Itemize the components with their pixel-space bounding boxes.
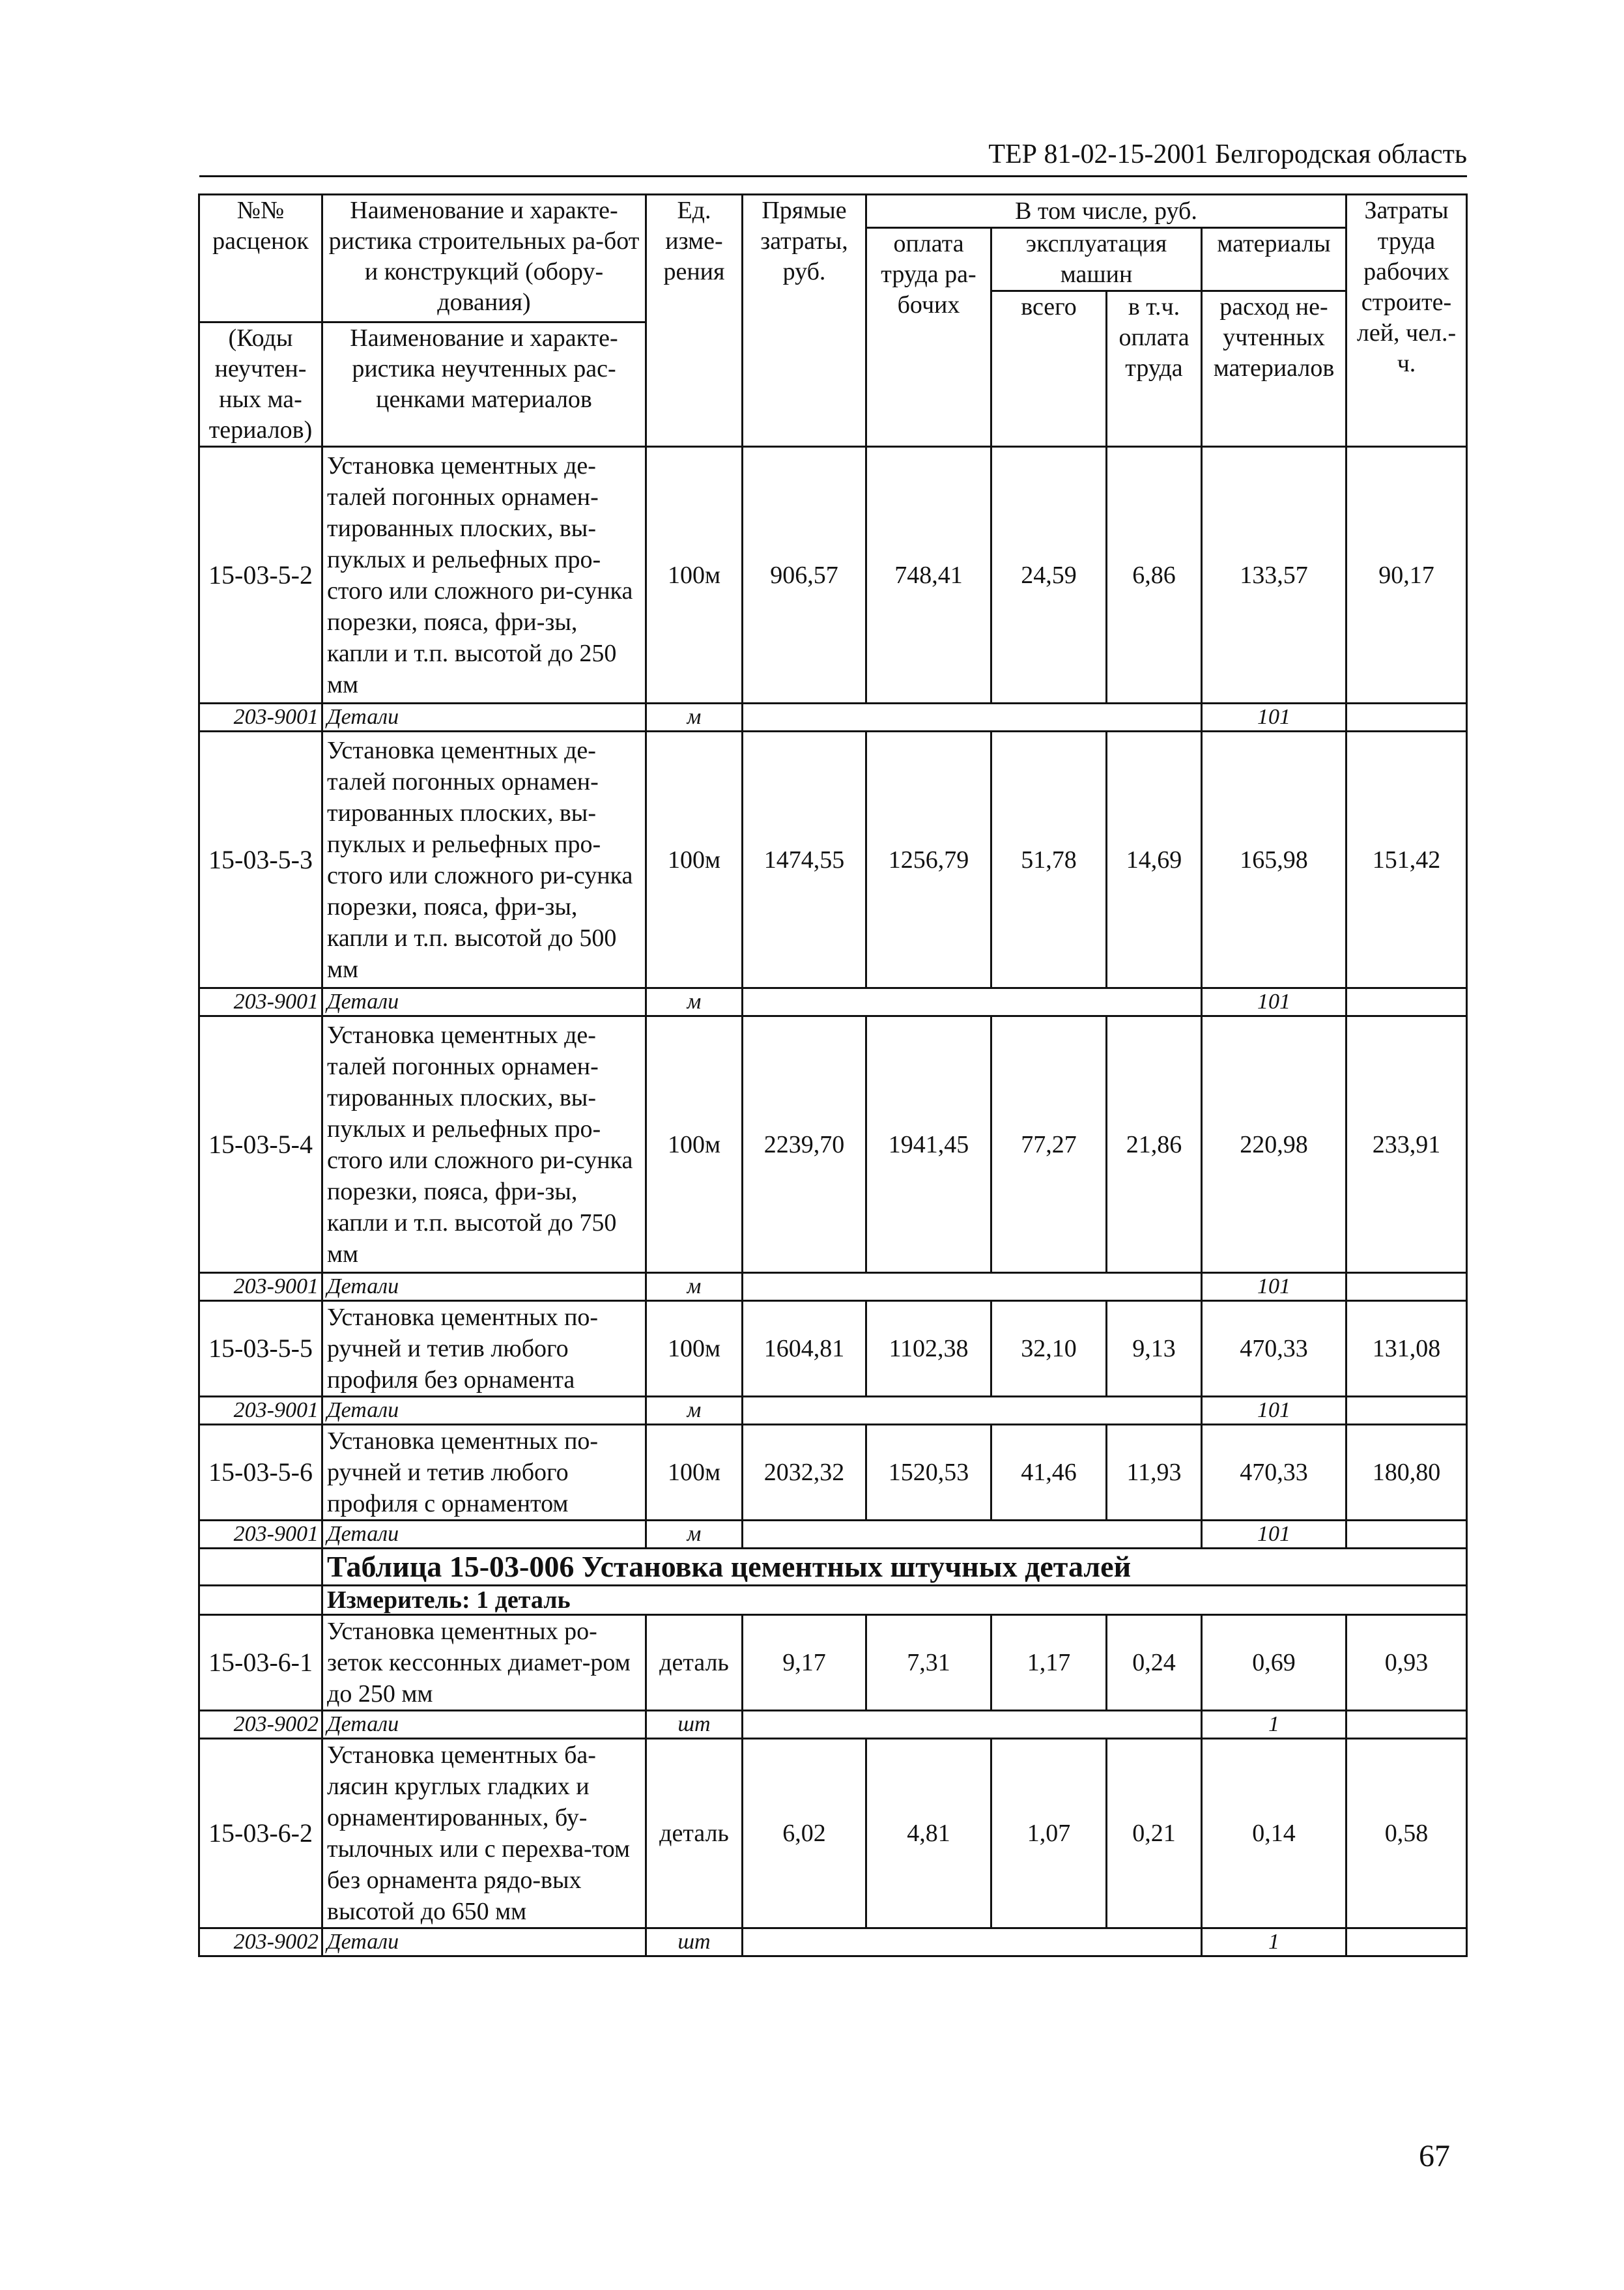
header-machines: эксплуатация машин (991, 228, 1202, 291)
rate-direct-cost: 6,02 (743, 1739, 866, 1928)
material-unit: м (646, 1397, 743, 1425)
rate-name: Установка цементных по-ручней и тетив любого профиля с орнаментом (322, 1425, 646, 1521)
rate-code: 15-03-5-3 (199, 732, 322, 988)
rate-labor-hours: 131,08 (1346, 1301, 1467, 1397)
material-name: Детали (322, 1521, 646, 1549)
rate-unit: 100м (646, 447, 743, 704)
rate-materials: 0,14 (1202, 1739, 1346, 1928)
rate-unit: 100м (646, 1016, 743, 1273)
material-unit: шт (646, 1928, 743, 1956)
rate-machines-total: 32,10 (991, 1301, 1107, 1397)
rate-code: 15-03-5-5 (199, 1301, 322, 1397)
rate-machines-labor: 14,69 (1107, 732, 1202, 988)
material-name: Детали (322, 1397, 646, 1425)
rate-machines-total: 1,17 (991, 1615, 1107, 1711)
rate-machines-total: 77,27 (991, 1016, 1107, 1273)
material-blank-last (1346, 1711, 1467, 1739)
header-name-unacc: Наименование и характе-ристика неучтенных рас-ценками материалов (322, 322, 646, 447)
header-machines-incl: в т.ч. оплата труда (1107, 291, 1202, 447)
rate-name: Установка цементных де-талей погонных орнамен-тированных плоских, вы-пуклых и рельефных про-стого или сложного ри-сунка порезки, пояса, фри-зы, капли и т.п. высотой до 500 мм (322, 732, 646, 988)
rate-machines-labor: 6,86 (1107, 447, 1202, 704)
rate-labor-pay: 748,41 (866, 447, 991, 704)
table-row (199, 732, 1467, 988)
rate-direct-cost: 2032,32 (743, 1425, 866, 1521)
page-header (199, 134, 1467, 177)
material-name: Детали (322, 988, 646, 1016)
material-code: 203-9001 (199, 988, 322, 1016)
measure-label: Измеритель: 1 деталь (322, 1586, 1467, 1615)
material-blank (743, 988, 1202, 1016)
rate-code: 15-03-6-1 (199, 1615, 322, 1711)
rate-direct-cost: 1604,81 (743, 1301, 866, 1397)
rate-unit: деталь (646, 1739, 743, 1928)
material-blank-last (1346, 1273, 1467, 1301)
rate-materials: 470,33 (1202, 1425, 1346, 1521)
material-blank (743, 1521, 1202, 1549)
material-qty: 101 (1202, 1521, 1346, 1549)
rate-materials: 0,69 (1202, 1615, 1346, 1711)
header-labor-pay: оплата труда ра-бочих (866, 228, 991, 447)
material-row (199, 1928, 1467, 1956)
material-code: 203-9002 (199, 1928, 322, 1956)
material-name: Детали (322, 1273, 646, 1301)
rate-machines-labor: 0,21 (1107, 1739, 1202, 1928)
header-row-1 (199, 195, 1467, 228)
material-blank (743, 1711, 1202, 1739)
material-row (199, 1397, 1467, 1425)
header-code-unacc: (Коды неучтен-ных ма-териалов) (199, 322, 322, 447)
rate-code: 15-03-5-2 (199, 447, 322, 704)
rate-materials: 165,98 (1202, 732, 1346, 988)
table-row (199, 1615, 1467, 1711)
material-code: 203-9001 (199, 704, 322, 732)
table-row (199, 1301, 1467, 1397)
header-materials: материалы (1202, 228, 1346, 291)
rate-unit: деталь (646, 1615, 743, 1711)
material-unit: м (646, 988, 743, 1016)
material-unit: м (646, 1273, 743, 1301)
material-unit: м (646, 1521, 743, 1549)
table-title-row (199, 1549, 1467, 1586)
rate-labor-hours: 180,80 (1346, 1425, 1467, 1521)
rate-name: Установка цементных де-талей погонных орнамен-тированных плоских, вы-пуклых и рельефных про-стого или сложного ри-сунка порезки, пояса, фри-зы, капли и т.п. высотой до 750 мм (322, 1016, 646, 1273)
rate-materials: 220,98 (1202, 1016, 1346, 1273)
material-blank (743, 1273, 1202, 1301)
header-unit: Ед. изме-рения (646, 195, 743, 447)
header-materials-unacc: расход не-учтенных материалов (1202, 291, 1346, 447)
material-blank (743, 1928, 1202, 1956)
document-title: ТЕР 81-02-15-2001 Белгородская область (988, 139, 1467, 169)
material-code: 203-9001 (199, 1397, 322, 1425)
rate-direct-cost: 9,17 (743, 1615, 866, 1711)
rate-machines-labor: 11,93 (1107, 1425, 1202, 1521)
rate-code: 15-03-5-6 (199, 1425, 322, 1521)
rate-machines-total: 51,78 (991, 732, 1107, 988)
rate-labor-hours: 0,58 (1346, 1739, 1467, 1928)
header-labor-cost: Затраты труда рабочих строите-лей, чел.-ч. (1346, 195, 1467, 447)
material-name: Детали (322, 1711, 646, 1739)
rate-direct-cost: 2239,70 (743, 1016, 866, 1273)
rate-machines-total: 41,46 (991, 1425, 1107, 1521)
material-code: 203-9002 (199, 1711, 322, 1739)
table-title: Таблица 15-03-006 Установка цементных штучных деталей (322, 1549, 1467, 1586)
rate-labor-pay: 1941,45 (866, 1016, 991, 1273)
material-qty: 101 (1202, 1273, 1346, 1301)
rate-machines-labor: 9,13 (1107, 1301, 1202, 1397)
material-code: 203-9001 (199, 1273, 322, 1301)
material-blank-last (1346, 1521, 1467, 1549)
rate-labor-hours: 151,42 (1346, 732, 1467, 988)
page-number: 67 (1419, 2139, 1450, 2173)
measure-row (199, 1586, 1467, 1615)
header-code: №№ расценок (199, 195, 322, 322)
rate-machines-total: 24,59 (991, 447, 1107, 704)
material-row (199, 1273, 1467, 1301)
material-blank-last (1346, 704, 1467, 732)
header-name: Наименование и характе-ристика строительных ра-бот и конструкций (обору-дования) (322, 195, 646, 322)
rate-labor-pay: 1520,53 (866, 1425, 991, 1521)
material-row (199, 1711, 1467, 1739)
header-direct: Прямые затраты, руб. (743, 195, 866, 447)
rate-name: Установка цементных ро-зеток кессонных диамет-ром до 250 мм (322, 1615, 646, 1711)
rate-direct-cost: 906,57 (743, 447, 866, 704)
material-name: Детали (322, 704, 646, 732)
material-row (199, 1521, 1467, 1549)
material-blank (743, 1397, 1202, 1425)
table-row (199, 447, 1467, 704)
material-qty: 101 (1202, 704, 1346, 732)
rate-direct-cost: 1474,55 (743, 732, 866, 988)
rate-code: 15-03-6-2 (199, 1739, 322, 1928)
material-unit: шт (646, 1711, 743, 1739)
header-machines-total: всего (991, 291, 1107, 447)
rate-name: Установка цементных де-талей погонных орнамен-тированных плоских, вы-пуклых и рельефных про-стого или сложного ри-сунка порезки, пояса, фри-зы, капли и т.п. высотой до 250 мм (322, 447, 646, 704)
rate-materials: 470,33 (1202, 1301, 1346, 1397)
material-qty: 101 (1202, 1397, 1346, 1425)
rate-unit: 100м (646, 1301, 743, 1397)
rate-machines-total: 1,07 (991, 1739, 1107, 1928)
rate-code: 15-03-5-4 (199, 1016, 322, 1273)
material-qty: 1 (1202, 1711, 1346, 1739)
rate-labor-pay: 1102,38 (866, 1301, 991, 1397)
material-qty: 1 (1202, 1928, 1346, 1956)
rate-machines-labor: 21,86 (1107, 1016, 1202, 1273)
material-row (199, 988, 1467, 1016)
measure-blank (199, 1586, 322, 1615)
material-row (199, 704, 1467, 732)
material-code: 203-9001 (199, 1521, 322, 1549)
rates-table (198, 193, 1468, 1957)
header-group: В том числе, руб. (866, 195, 1346, 228)
rate-unit: 100м (646, 732, 743, 988)
rate-labor-hours: 0,93 (1346, 1615, 1467, 1711)
title-blank (199, 1549, 322, 1586)
rate-name: Установка цементных по-ручней и тетив любого профиля без орнамента (322, 1301, 646, 1397)
rate-labor-pay: 1256,79 (866, 732, 991, 988)
material-blank-last (1346, 1928, 1467, 1956)
rate-machines-labor: 0,24 (1107, 1615, 1202, 1711)
material-blank-last (1346, 988, 1467, 1016)
material-name: Детали (322, 1928, 646, 1956)
material-unit: м (646, 704, 743, 732)
material-qty: 101 (1202, 988, 1346, 1016)
rate-labor-pay: 4,81 (866, 1739, 991, 1928)
material-blank-last (1346, 1397, 1467, 1425)
material-blank (743, 704, 1202, 732)
rate-labor-hours: 233,91 (1346, 1016, 1467, 1273)
table-row (199, 1016, 1467, 1273)
rate-unit: 100м (646, 1425, 743, 1521)
rate-labor-pay: 7,31 (866, 1615, 991, 1711)
rate-materials: 133,57 (1202, 447, 1346, 704)
rate-name: Установка цементных ба-лясин круглых гладких и орнаментированных, бу-тылочных или с перехва-том без орнамента рядо-вых высотой до 650 мм (322, 1739, 646, 1928)
table-row (199, 1739, 1467, 1928)
rate-labor-hours: 90,17 (1346, 447, 1467, 704)
table-row (199, 1425, 1467, 1521)
